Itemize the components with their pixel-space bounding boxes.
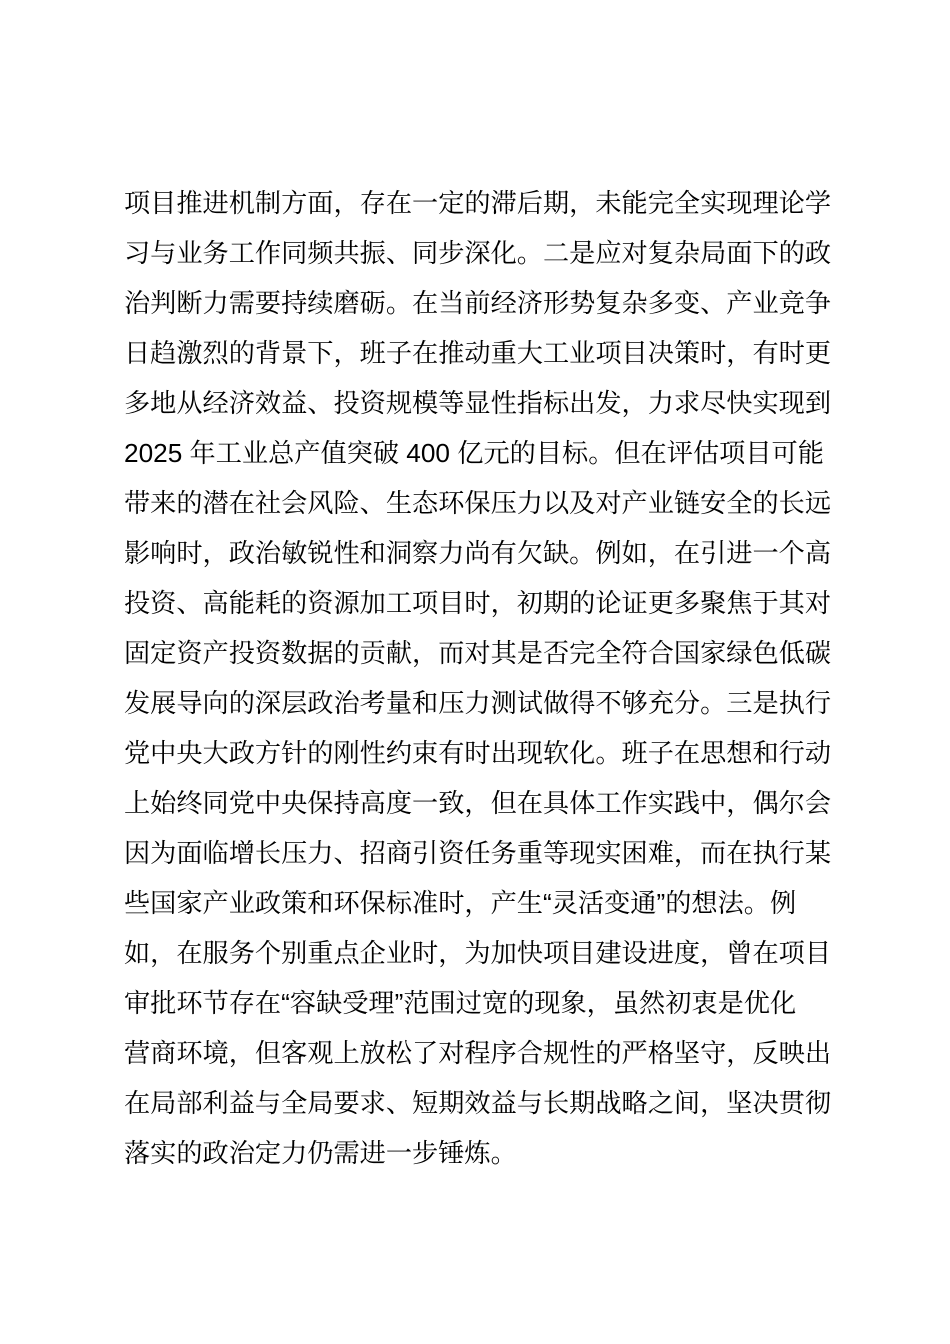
text-line: 因为面临增长压力、招商引资任务重等现实困难，而在执行某: [124, 838, 832, 868]
text-line: 2025 年工业总产值突破 400 亿元的目标。但在评估项目可能: [124, 438, 824, 468]
text-line: 投资、高能耗的资源加工项目时，初期的论证更多聚焦于其对: [124, 588, 832, 618]
text-line: 党中央大政方针的刚性约束有时出现软化。班子在思想和行动: [124, 738, 832, 768]
text-line: 些国家产业政策和环保标准时，产生“灵活变通”的想法。例: [124, 888, 797, 918]
text-line: 习与业务工作同频共振、同步深化。二是应对复杂局面下的政: [124, 238, 832, 268]
text-line: 上始终同党中央保持高度一致，但在具体工作实践中，偶尔会: [124, 788, 832, 818]
text-line: 治判断力需要持续磨砺。在当前经济形势复杂多变、产业竞争: [124, 288, 832, 318]
text-line: 落实的政治定力仍需进一步锤炼。: [124, 1138, 517, 1168]
text-line: 影响时，政治敏锐性和洞察力尚有欠缺。例如，在引进一个高: [124, 538, 832, 568]
text-line: 带来的潜在社会风险、生态环保压力以及对产业链安全的长远: [124, 488, 832, 518]
text-line: 日趋激烈的背景下，班子在推动重大工业项目决策时，有时更: [124, 338, 832, 368]
text-line: 营商环境，但客观上放松了对程序合规性的严格坚守，反映出: [124, 1038, 832, 1068]
paragraph-block: [124, 178, 836, 1178]
text-line: 审批环节存在“容缺受理”范围过宽的现象，虽然初衷是优化: [124, 988, 797, 1018]
text-line: 发展导向的深层政治考量和压力测试做得不够充分。三是执行: [124, 688, 832, 718]
text-line: 多地从经济效益、投资规模等显性指标出发，力求尽快实现到: [124, 388, 832, 418]
text-line: 项目推进机制方面，存在一定的滞后期，未能完全实现理论学: [124, 188, 832, 218]
text-line: 固定资产投资数据的贡献，而对其是否完全符合国家绿色低碳: [124, 638, 832, 668]
text-line: 如，在服务个别重点企业时，为加快项目建设进度，曾在项目: [124, 938, 832, 968]
text-line: 在局部利益与全局要求、短期效益与长期战略之间，坚决贯彻: [124, 1088, 832, 1118]
